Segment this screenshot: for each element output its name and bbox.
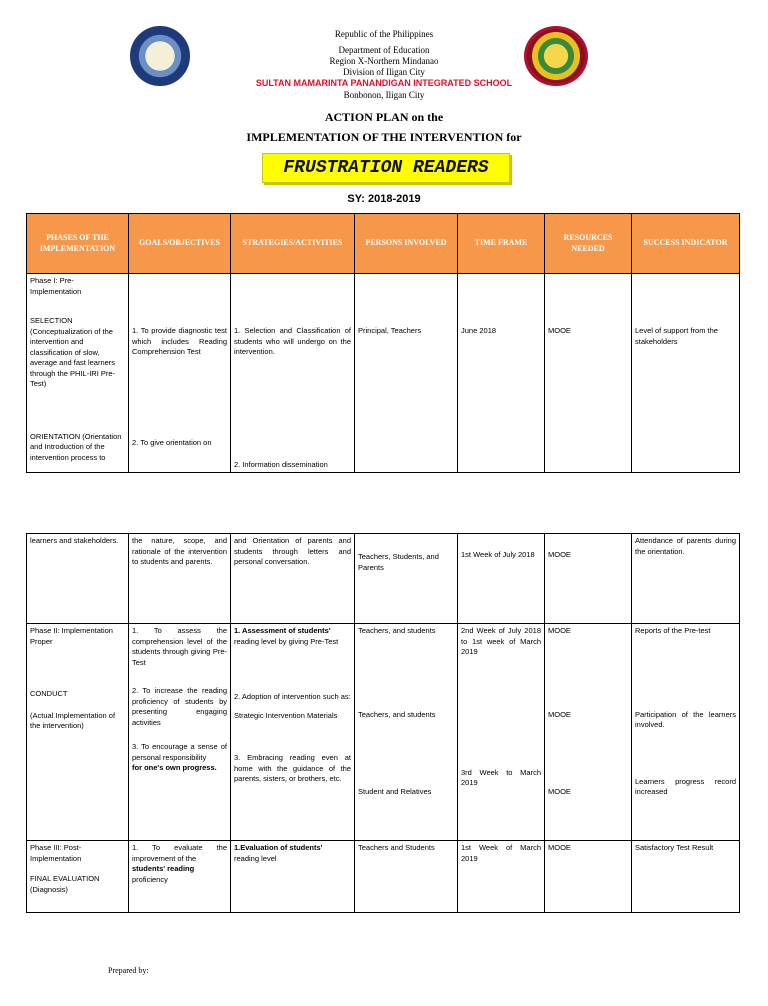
col-indicator: SUCCESS INDICATOR bbox=[632, 214, 740, 274]
resources-cell: MOOE bbox=[545, 841, 632, 913]
school-year: SY: 2018-2019 bbox=[347, 193, 421, 205]
table-row bbox=[27, 624, 740, 841]
strategies-cell: 1.Evaluation of students' reading level bbox=[231, 841, 355, 913]
action-plan-table-part2 bbox=[26, 533, 740, 913]
col-goals: GOALS/OBJECTIVES bbox=[129, 214, 231, 274]
col-resources: RESOURCES NEEDED bbox=[545, 214, 632, 274]
republic-line: Republic of the Philippines bbox=[334, 29, 434, 39]
goals-cell: 1. To provide diagnostic test which includes Reading Comprehension Test 2. To give orientation on bbox=[129, 274, 231, 473]
persons-cell: Principal, Teachers bbox=[355, 274, 458, 473]
persons-cell: Teachers, and students Teachers, and students Student and Relatives bbox=[355, 624, 458, 841]
goals-cell: 1. To evaluate the improvement of the students' reading proficiency bbox=[129, 841, 231, 913]
phase-cell: Phase II: Implementation Proper CONDUCT (Actual Implementation of the intervention) bbox=[27, 624, 129, 841]
frustration-readers-banner: FRUSTRATION READERS bbox=[262, 153, 510, 183]
strategies-cell: and Orientation of parents and students through letters and personal conversation. bbox=[231, 534, 355, 624]
region-line: Region X-Northern Mindanao bbox=[329, 56, 439, 66]
persons-cell: Teachers, Students, and Parents bbox=[355, 534, 458, 624]
resources-cell: MOOE bbox=[545, 534, 632, 624]
action-plan-table-part1 bbox=[26, 213, 740, 473]
indicator-cell: Satisfactory Test Result bbox=[632, 841, 740, 913]
school-address: Bonbonon, Iligan City bbox=[343, 90, 425, 100]
department-line: Department of Education bbox=[338, 45, 430, 55]
indicator-cell: Reports of the Pre-test Participation of the learners involved. Learners progress record increased bbox=[632, 624, 740, 841]
indicator-cell: Attendance of parents during the orientation. bbox=[632, 534, 740, 624]
time-cell: 1st Week of March 2019 bbox=[458, 841, 545, 913]
strategies-cell: 1. Selection and Classification of students who will undergo on the intervention. 2. Information dissemination bbox=[231, 274, 355, 473]
title-line-2: IMPLEMENTATION OF THE INTERVENTION for bbox=[246, 130, 522, 144]
col-persons: PERSONS INVOLVED bbox=[355, 214, 458, 274]
table-row bbox=[27, 534, 740, 624]
time-cell: 1st Week of July 2018 bbox=[458, 534, 545, 624]
table-header-row bbox=[27, 214, 740, 274]
col-strategies: STRATEGIES/ACTIVITIES bbox=[231, 214, 355, 274]
persons-cell: Teachers and Students bbox=[355, 841, 458, 913]
goals-cell: the nature, scope, and rationale of the intervention to students and parents. bbox=[129, 534, 231, 624]
goals-cell: 1. To assess the comprehension level of the students through giving Pre-Test 2. To increase the reading proficiency of students by presenting engaging activities 3. To encourage a sense of personal responsibility for one's own progress. bbox=[129, 624, 231, 841]
time-cell: 2nd Week of July 2018 to 1st week of March 2019 3rd Week to March 2019 bbox=[458, 624, 545, 841]
time-cell: June 2018 bbox=[458, 274, 545, 473]
table-row bbox=[27, 274, 740, 473]
strategies-cell: 1. Assessment of students' reading level by giving Pre-Test 2. Adoption of intervention such as: Strategic Intervention Materials 3. Embracing reading even at home with the guidance of the parents, sisters, or brothers, etc. bbox=[231, 624, 355, 841]
table-row bbox=[27, 841, 740, 913]
resources-cell: MOOE bbox=[545, 274, 632, 473]
phase-cell: Phase I: Pre-Implementation SELECTION (Conceptualization of the intervention and classification of slow, average and fast learners through the PHIL-IRI Pre-Test) ORIENTATION (Orientation and Introduction of the intervention process to bbox=[27, 274, 129, 473]
prepared-by: Prepared by: bbox=[108, 966, 149, 975]
phase-cell: learners and stakeholders. bbox=[27, 534, 129, 624]
resources-cell: MOOE MOOE MOOE bbox=[545, 624, 632, 841]
school-name: SULTAN MAMARINTA PANANDIGAN INTEGRATED SCHOOL bbox=[255, 78, 513, 88]
col-time-frame: TIME FRAME bbox=[458, 214, 545, 274]
indicator-cell: Level of support from the stakeholders bbox=[632, 274, 740, 473]
col-phases: PHASES OF THE IMPLEMENTATION bbox=[27, 214, 129, 274]
title-line-1: ACTION PLAN on the bbox=[324, 110, 444, 124]
phase-cell: Phase III: Post-Implementation FINAL EVALUATION (Diagnosis) bbox=[27, 841, 129, 913]
division-line: Division of Iligan City bbox=[343, 67, 425, 77]
